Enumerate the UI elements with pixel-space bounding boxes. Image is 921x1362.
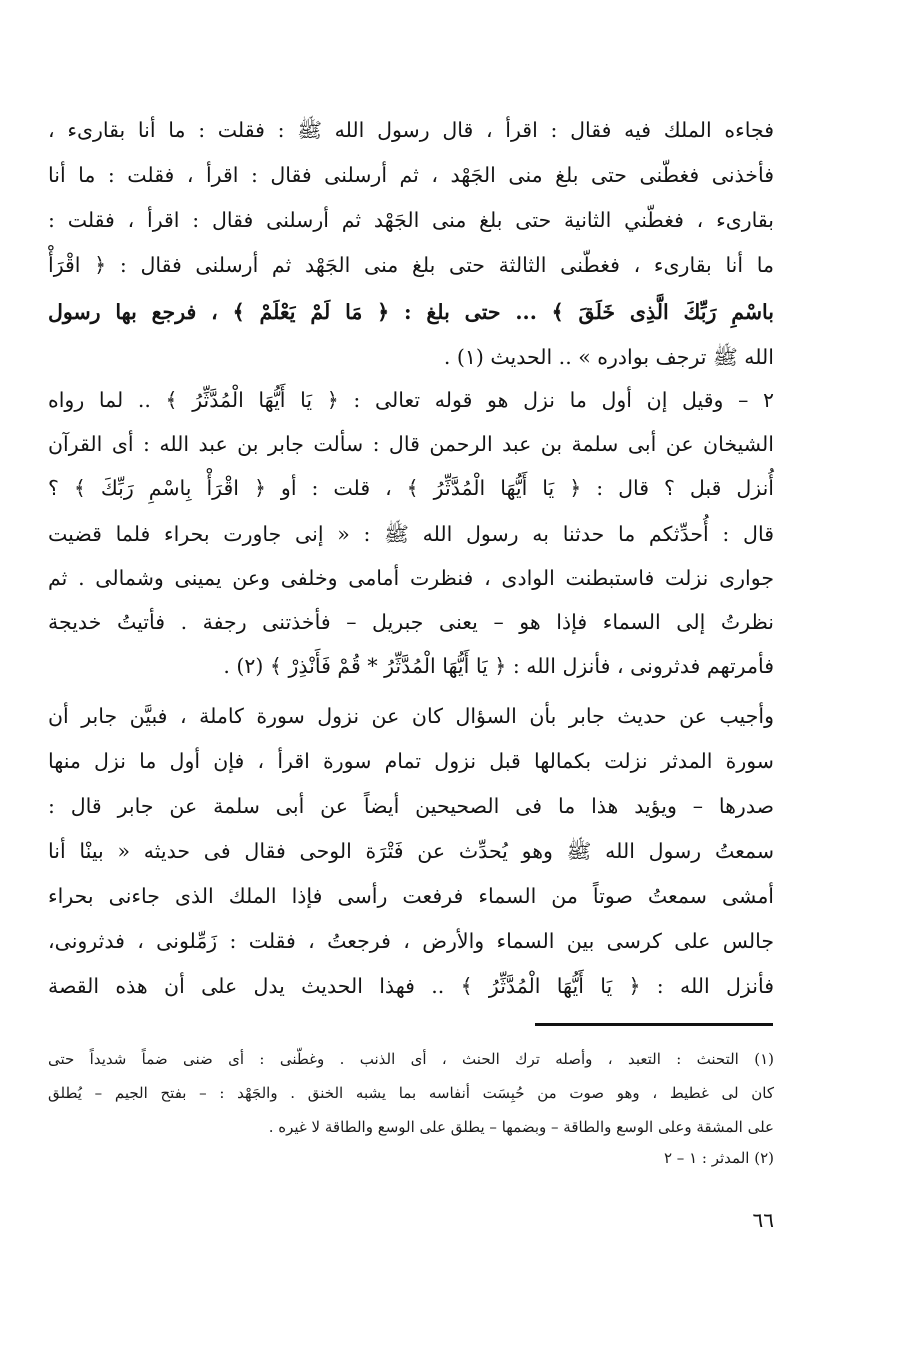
- text-line: فأخذنى فغطّنى حتى بلغ منى الجَهْد ، ثم أرسلنى فقال : اقرأ ، فقلت : ما أنا: [48, 163, 774, 187]
- text-line: أُنزل قبل ؟ قال : ﴿ يَا أَيُّهَا الْمُدَّثِّرُ ﴾ ، قلت : أو ﴿ اقْرَأْ بِاسْمِ رَبِّكَ ﴾ ؟: [48, 476, 774, 500]
- text-line: جوارى نزلت فاستبطنت الوادى ، فنظرت أمامى وخلفى وعن يمينى وشمالى . ثم: [48, 566, 774, 590]
- text-line: باسْمِ رَبِّكَ الَّذِى خَلَقَ ﴾ ... حتى بلغ : ﴿ مَا لَمْ يَعْلَمْ ﴾ ، فرجع بها رسول: [48, 300, 774, 324]
- text-line: سمعتُ رسول الله ﷺ وهو يُحدِّث عن فَتْرَة الوحى فقال فى حديثه « بينْا أنا: [48, 839, 774, 863]
- text-line: الله ﷺ ترجف بوادره » .. الحديث (١) .: [443, 345, 774, 369]
- text-line: فأنزل الله : ﴿ يَا أَيُّهَا الْمُدَّثِّرُ ﴾ .. فهذا الحديث يدل على أن هذه القصة: [48, 974, 774, 998]
- text-line: فجاءه الملك فيه فقال : اقرأ ، قال رسول الله ﷺ : فقلت : ما أنا بقارىء ،: [48, 118, 774, 142]
- text-line: صدرها – ويؤيد هذا ما فى الصحيحين أيضاً عن أبى سلمة عن جابر قال :: [48, 794, 774, 818]
- footnote-line: كان لى غطيط ، وهو صوت من حُبِسَت أنفاسه بما يشبه الخنق . والجَهْد : – بفتح الجيم – يُطلق: [48, 1084, 774, 1102]
- text-line: قال : أُحدِّثكم ما حدثنا به رسول الله ﷺ : « إنى جاورت بحراء فلما قضيت: [48, 522, 774, 546]
- footnote-line: (٢) المدثر : ١ – ٢: [663, 1149, 774, 1167]
- text-line: جالس على كرسى بين السماء والأرض ، فرجعتُ ، فقلت : زَمِّلونى ، فدثرونى،: [48, 929, 774, 953]
- text-line: أمشى سمعتُ صوتاً من السماء فرفعت رأسى فإذا الملك الذى جاءنى بحراء: [48, 884, 774, 908]
- footnote-line: (١) التحنث : التعبد ، وأصله ترك الحنث ، أى الذنب . وغطّنى : أى ضنى ضماً شديداً حتى: [48, 1050, 774, 1068]
- text-line: ٢ – وقيل إن أول ما نزل هو قوله تعالى : ﴿ يَا أَيُّهَا الْمُدَّثِّرُ ﴾ .. لما رواه: [48, 388, 774, 412]
- footnote-divider: [535, 1023, 773, 1026]
- text-line: بقارىء ، فغطّني الثانية حتى بلغ منى الجَهْد ثم أرسلنى فقال : اقرأ ، فقلت :: [48, 208, 774, 232]
- text-line: وأجيب عن حديث جابر بأن السؤال كان عن نزول سورة كاملة ، فبيَّن جابر أن: [48, 704, 774, 728]
- text-line: الشيخان عن أبى سلمة بن عبد الرحمن قال : سألت جابر بن عبد الله : أى القرآن: [48, 432, 774, 456]
- text-line: فأمرتهم فدثرونى ، فأنزل الله : ﴿ يَا أَيُّهَا الْمُدَّثِّرُ * قُمْ فَأَنْذِرْ ﴾ (٢) .: [223, 654, 774, 678]
- text-line: نظرتُ إلى السماء فإذا هو – يعنى جبريل – فأخذتنى رجفة . فأتيتُ خديجة: [48, 610, 774, 634]
- text-line: سورة المدثر نزلت بكمالها قبل نزول تمام سورة اقرأ ، فإن أول ما نزل منها: [48, 749, 774, 773]
- footnote-line: على المشقة وعلى الوسع والطاقة – وبضمها – يطلق على الوسع والطاقة لا غيره .: [268, 1118, 774, 1136]
- text-line: ما أنا بقارىء ، فغطّنى الثالثة حتى بلغ منى الجَهْد ثم أرسلنى فقال : ﴿ اقْرَأْ: [48, 253, 774, 277]
- page-number: ٦٦: [752, 1208, 774, 1232]
